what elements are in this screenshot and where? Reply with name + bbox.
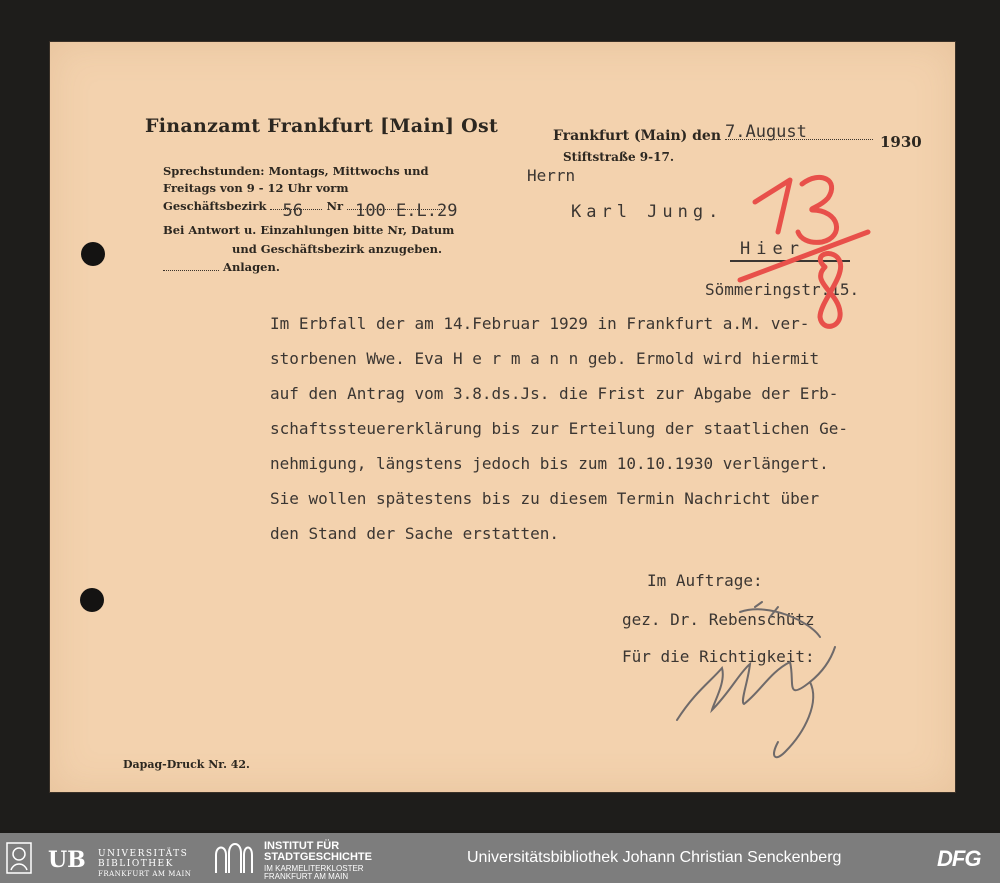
- fuer-die-richtigkeit: Für die Richtigkeit:: [622, 647, 815, 666]
- body-line-5: nehmigung, längstens jedoch bis zum 10.10.1930 verlängert.: [270, 454, 829, 473]
- recipient-name: Karl Jung.: [571, 202, 724, 222]
- im-auftrage: Im Auftrage:: [647, 571, 763, 590]
- signed-by: gez. Dr. Rebenschütz: [622, 610, 815, 629]
- antwort-line: Bei Antwort u. Einzahlungen bitte Nr, Datum: [163, 223, 455, 237]
- body-line-3: auf den Antrag vom 3.8.ds.Js. die Frist zur Abgabe der Erb-: [270, 384, 839, 403]
- signature-scribble: [677, 602, 835, 757]
- handwriting-layer: [50, 42, 955, 792]
- isg-name: [264, 841, 372, 863]
- ub-crest-icon: [6, 842, 32, 874]
- ub-line3: FRANKFURT AM MAIN: [98, 870, 192, 878]
- nr-value: 100 E.L.29: [355, 201, 458, 221]
- angeben-line: und Geschäftsbezirk anzugeben.: [232, 242, 442, 256]
- year-value: 1930: [880, 133, 922, 151]
- office-hours-line1: Sprechstunden: Montags, Mittwochs und: [163, 164, 429, 178]
- recipient-salutation: Herrn: [527, 166, 576, 185]
- ub-logo-text: UB: [48, 847, 86, 873]
- red-number-mark: [740, 177, 868, 326]
- office-hours-line2: Freitags von 9 - 12 Uhr vorm: [163, 181, 349, 195]
- body-line-1: Im Erbfall der am 14.Februar 1929 in Frankfurt a.M. ver-: [270, 314, 810, 333]
- body-line-2: storbenen Wwe. Eva H e r m a n n geb. Ermold wird hiermit: [270, 349, 820, 368]
- isg-arches-icon: [214, 841, 254, 875]
- date-value: 7.August: [725, 122, 807, 142]
- isg-line1: INSTITUT FÜR: [264, 840, 340, 852]
- library-name: Universitätsbibliothek Johann Christian Senckenberg: [467, 849, 842, 866]
- body-line-6: Sie wollen spätestens bis zu diesem Termin Nachricht über: [270, 489, 820, 508]
- body-line-4: schaftssteuererklärung bis zur Erteilung der staatlichen Ge-: [270, 419, 848, 438]
- isg-line3: IM KARMELITERKLOSTER: [264, 864, 364, 873]
- bezirk-value: 56: [282, 201, 303, 221]
- city-label: Frankfurt (Main) den: [553, 128, 721, 144]
- printer-mark: Dapag-Druck Nr. 42.: [123, 758, 250, 771]
- office-name: Finanzamt Frankfurt [Main] Ost: [145, 115, 499, 137]
- body-line-7: den Stand der Sache erstatten.: [270, 524, 559, 543]
- recipient-place: Hier.: [740, 239, 822, 259]
- nr-label: Nr: [326, 199, 344, 213]
- footer-banner: [0, 833, 1000, 883]
- dfg-logo: DFG: [937, 846, 981, 871]
- ub-line1: UNIVERSITÄTS: [98, 849, 189, 859]
- isg-line2: STADTGESCHICHTE: [264, 851, 372, 863]
- isg-line4: FRANKFURT AM MAIN: [264, 872, 349, 881]
- ub-line2: BIBLIOTHEK: [98, 859, 174, 869]
- ub-name: [98, 849, 191, 879]
- office-street: Stiftstraße 9-17.: [563, 150, 675, 164]
- bezirk-label: Geschäftsbezirk: [163, 199, 267, 213]
- recipient-address: Sömmeringstr.15.: [705, 280, 860, 299]
- anlagen-label: Anlagen.: [223, 260, 280, 274]
- letter-sheet: [50, 42, 955, 792]
- isg-subline: [264, 865, 364, 881]
